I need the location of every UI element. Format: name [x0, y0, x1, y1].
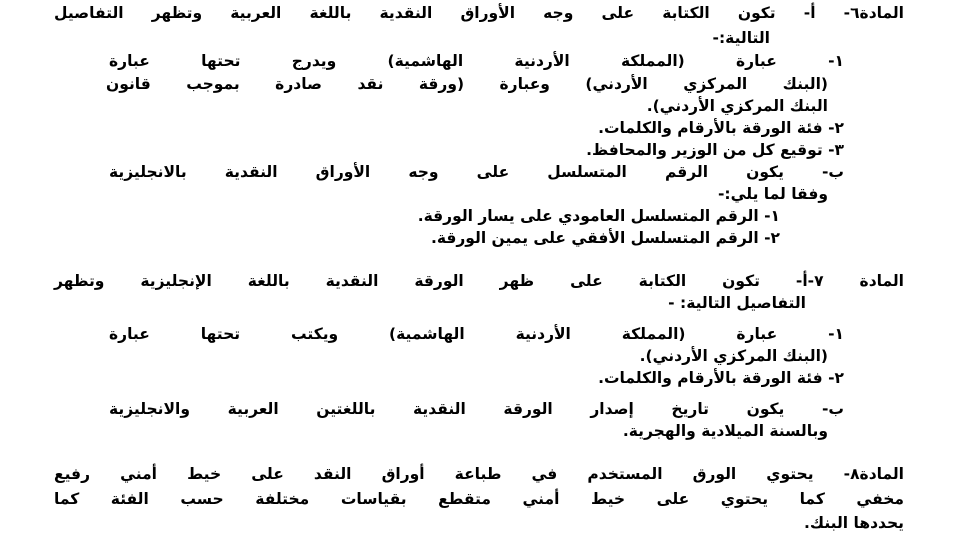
article-7-clause-b-cont: وبالسنة الميلادية والهجرية.: [622, 422, 828, 440]
article-6-item-1-cont: (البنك المركزي الأردني) وعبارة (ورقة نقد صادرة بموجب قانون: [106, 75, 828, 93]
article-6-heading: المادة٦: [850, 4, 904, 22]
article-7-line-1: المادة ٧-أ- تكون الكتابة على ظهر الورقة النقدية باللغة الإنجليزية وتظهر: [54, 272, 904, 290]
article-8-heading: المادة٨: [850, 465, 904, 483]
article-8-line-2: مخفي كما يحتوي على خيط أمني متقطع بقياسات مختلفة حسب الفئة كما: [54, 490, 904, 508]
article-6-clause-b-item-2: ٢- الرقم المتسلسل الأفقي على يمين الورقة.: [430, 229, 780, 247]
article-8-line-3: يحددها البنك.: [804, 514, 904, 532]
article-7-item-1-cont: (البنك المركزي الأردني).: [639, 347, 828, 365]
article-7-item-2: ٢- فئة الورقة بالأرقام والكلمات.: [598, 369, 844, 387]
article-7-heading: المادة ٧: [814, 272, 904, 290]
article-8-line-1: المادة٨- يحتوي الورق المستخدم في طباعة أوراق النقد على خيط أمني رفيع: [54, 465, 904, 483]
article-6-item-1-end: البنك المركزي الأردني).: [646, 97, 828, 115]
article-6-clause-b-item-1: ١- الرقم المتسلسل العامودي على يسار الورقة.: [417, 207, 780, 225]
article-6-clause-b: ب- يكون الرقم المتسلسل على وجه الأوراق النقدية بالانجليزية: [109, 163, 844, 181]
article-7-line-2: التفاصيل التالية: -: [668, 294, 806, 312]
article-6-line-2: التالية:-: [712, 29, 770, 47]
article-7-item-1: ١- عبارة (المملكة الأردنية الهاشمية) ويكتب تحتها عبارة: [109, 325, 844, 343]
article-6-item-2: ٢- فئة الورقة بالأرقام والكلمات.: [598, 119, 844, 137]
article-6-line-1: المادة٦- أ- تكون الكتابة على وجه الأوراق النقدية باللغة العربية وتظهر التفاصيل: [54, 4, 904, 22]
article-6-item-1: ١- عبارة (المملكة الأردنية الهاشمية) ويدرج تحتها عبارة: [109, 52, 844, 70]
article-6-clause-b-cont: وفقا لما يلي:-: [717, 185, 828, 203]
article-7-clause-b: ب- يكون تاريخ إصدار الورقة النقدية باللغتين العربية والانجليزية: [109, 400, 844, 418]
article-6-item-3: ٣- توقيع كل من الوزير والمحافظ.: [586, 141, 844, 159]
